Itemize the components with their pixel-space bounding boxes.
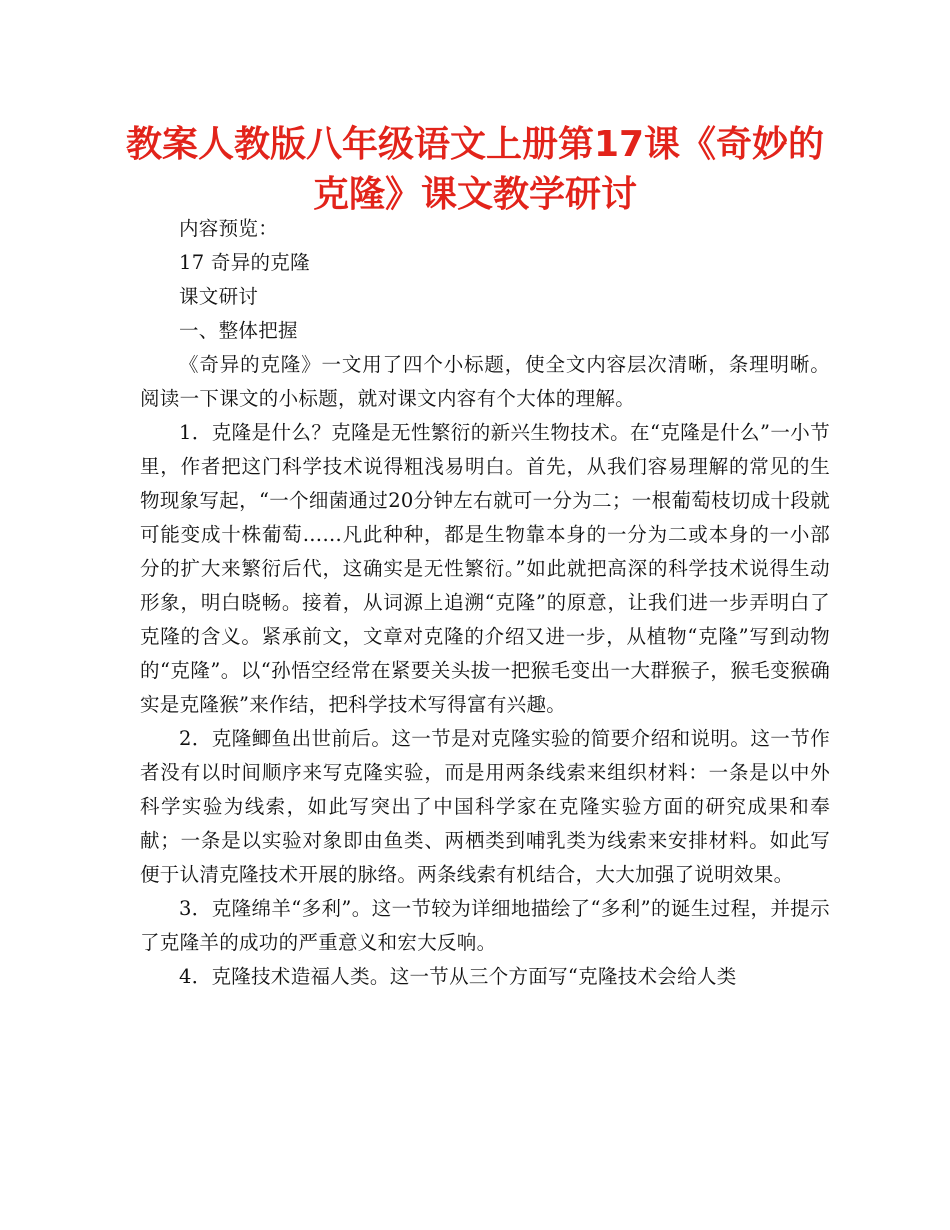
paragraph-point-3: 3．克隆绵羊“多利”。这一节较为详细地描绘了“多利”的诞生过程，并提示了克隆羊的成功的严重意义和宏大反响。: [140, 897, 830, 954]
document-title: 教案人教版八年级语文上册第17课《奇妙的克隆》课文教学研讨: [125, 124, 825, 215]
paragraph-point-1: 1．克隆是什么？克隆是无性繁衍的新兴生物技术。在“克隆是什么”一小节里，作者把这门科学技术说得粗浅易明白。首先，从我们容易理解的常见的生物现象写起，“一个细菌通过20分钟左右就可一分为二；一根葡萄枝切成十段就可能变成十株葡萄……凡此种种，都是生物靠本身的一分为二或本身的一小部分的扩大来繁衍后代，这确实是无性繁衍。”如此就把高深的科学技术说得生动形象，明白晓畅。接着，从词源上追溯“克隆”的原意，让我们进一步弄明白了克隆的含义。紧承前文，文章对克隆的介绍又进一步，从植物“克隆”写到动物的“克隆”。以“孙悟空经常在紧要关头拔一把猴毛变出一大群猴子，猴毛变猴确实是克隆猴”来作结，把科学技术写得富有兴趣。: [140, 421, 830, 716]
paragraph-subsection-heading: 一、整体把握: [179, 319, 298, 342]
paragraph-lesson-heading: 17 奇异的克隆: [179, 251, 310, 274]
paragraph-section-heading: 课文研讨: [179, 285, 259, 308]
document-body: [140, 212, 830, 994]
paragraph-preview-label: 内容预览：: [179, 217, 279, 240]
paragraph-point-2: 2．克隆鲫鱼出世前后。这一节是对克隆实验的简要介绍和说明。这一节作者没有以时间顺序来写克隆实验，而是用两条线索来组织材料：一条是以中外科学实验为线索，如此写突出了中国科学家在克隆实验方面的研究成果和奉献；一条是以实验对象即由鱼类、两栖类到哺乳类为线索来安排材料。如此写便于认清克隆技术开展的脉络。两条线索有机结合，大大加强了说明效果。: [140, 727, 830, 886]
paragraph-point-4: 4．克隆技术造福人类。这一节从三个方面写“克隆技术会给人类: [179, 965, 737, 988]
paragraph-intro: 《奇异的克隆》一文用了四个小标题，使全文内容层次清晰，条理明晰。阅读一下课文的小标题，就对课文内容有个大体的理解。: [140, 353, 830, 410]
